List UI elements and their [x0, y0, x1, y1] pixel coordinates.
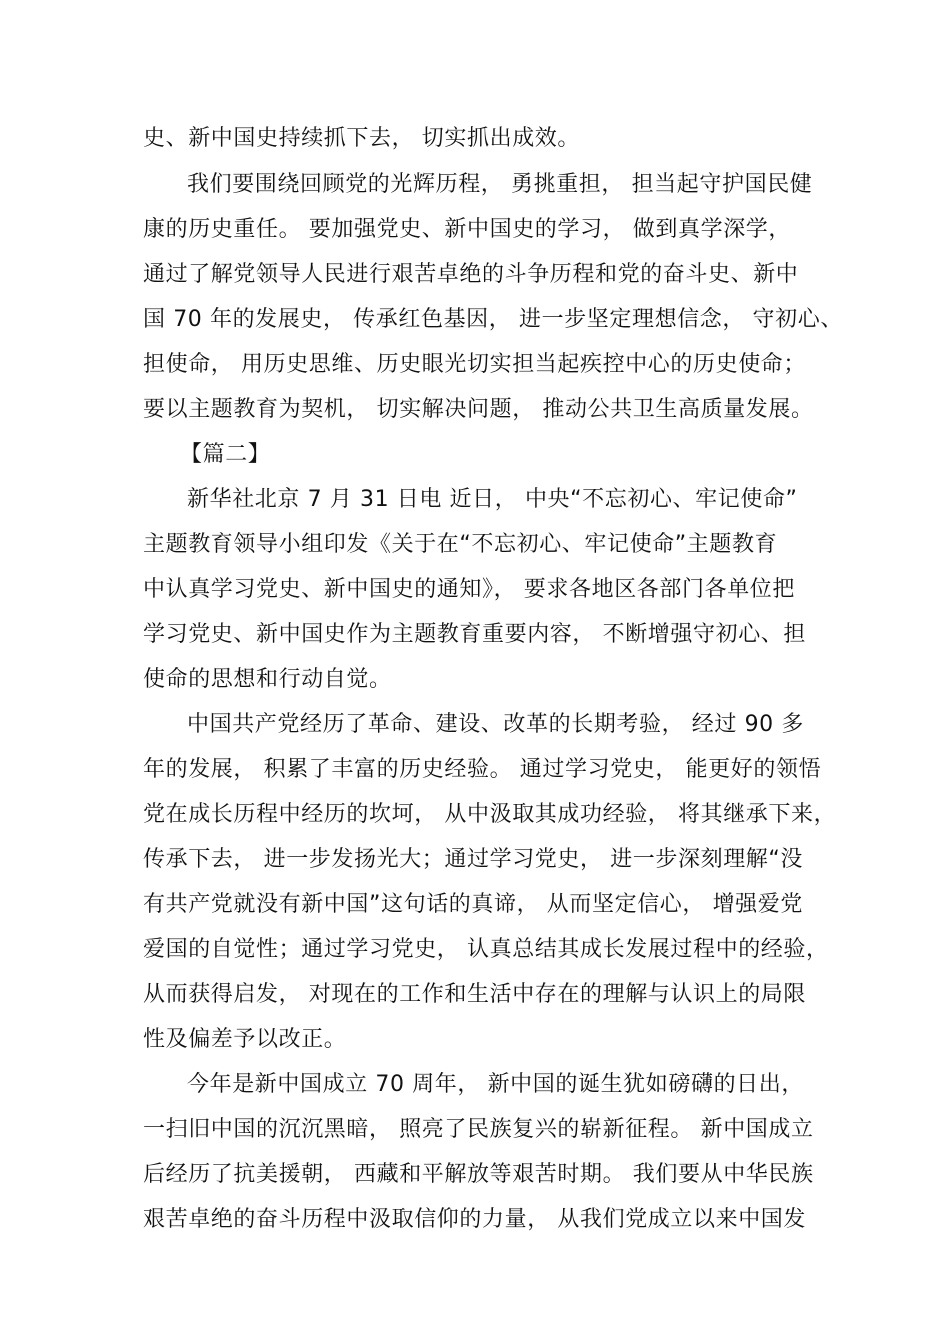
- text-line: 传承下去， 进一步发扬光大；通过学习党史， 进一步深刻理解“没: [143, 847, 803, 872]
- text-line: 史、新中国史持续抓下去， 切实抓出成效。: [143, 126, 580, 151]
- text-line: 有共产党就没有新中国”这句话的真谛， 从而坚定信心， 增强爱党: [143, 892, 803, 917]
- text-line: 学习党史、新中国史作为主题教育重要内容， 不断增强守初心、担: [143, 622, 806, 647]
- text-line: 从而获得启发， 对现在的工作和生活中存在的理解与认识上的局限: [143, 982, 806, 1007]
- text-line: 要以主题教育为契机， 切实解决问题， 推动公共卫生高质量发展。: [143, 397, 814, 422]
- text-line: 艰苦卓绝的奋斗历程中汲取信仰的力量， 从我们党成立以来中国发: [143, 1207, 806, 1232]
- text-line: 中认真学习党史、新中国史的通知》， 要求各地区各部门各单位把: [143, 577, 795, 602]
- text-line: 国 70 年的发展史， 传承红色基因， 进一步坚定理想信念， 守初心、: [143, 307, 843, 332]
- text-line: 新华社北京 7 月 31 日电 近日， 中央“不忘初心、牢记使命”: [187, 487, 798, 512]
- text-line: 性及偏差予以改正。: [143, 1027, 347, 1052]
- text-line: 今年是新中国成立 70 周年， 新中国的诞生犹如磅礴的日出，: [187, 1072, 804, 1097]
- text-line: 后经历了抗美援朝， 西藏和平解放等艰苦时期。 我们要从中华民族: [143, 1162, 814, 1187]
- text-line: 康的历史重任。 要加强党史、新中国史的学习， 做到真学深学，: [143, 217, 791, 242]
- text-line: 年的发展， 积累了丰富的历史经验。 通过学习党史， 能更好的领悟: [143, 757, 822, 782]
- text-line: 担使命， 用历史思维、历史眼光切实担当起疾控中心的历史使命；: [143, 352, 806, 377]
- text-line: 党在成长历程中经历的坎坷， 从中汲取其成功经验， 将其继承下来，: [143, 802, 837, 827]
- text-line: 使命的思想和行动自觉。: [143, 667, 392, 692]
- text-line: 通过了解党领导人民进行艰苦卓绝的斗争历程和党的奋斗史、新中: [143, 262, 799, 287]
- section-heading: 【篇二】: [180, 442, 271, 467]
- text-line: 一扫旧中国的沉沉黑暗， 照亮了民族复兴的崭新征程。 新中国成立: [143, 1117, 814, 1142]
- text-line: 主题教育领导小组印发《关于在“不忘初心、牢记使命”主题教育: [143, 532, 778, 557]
- text-line: 爱国的自觉性；通过学习党史， 认真总结其成长发展过程中的经验，: [143, 937, 829, 962]
- text-line: 中国共产党经历了革命、建设、改革的长期考验， 经过 90 多: [187, 712, 804, 737]
- text-line: 我们要围绕回顾党的光辉历程， 勇挑重担， 担当起守护国民健: [187, 172, 813, 197]
